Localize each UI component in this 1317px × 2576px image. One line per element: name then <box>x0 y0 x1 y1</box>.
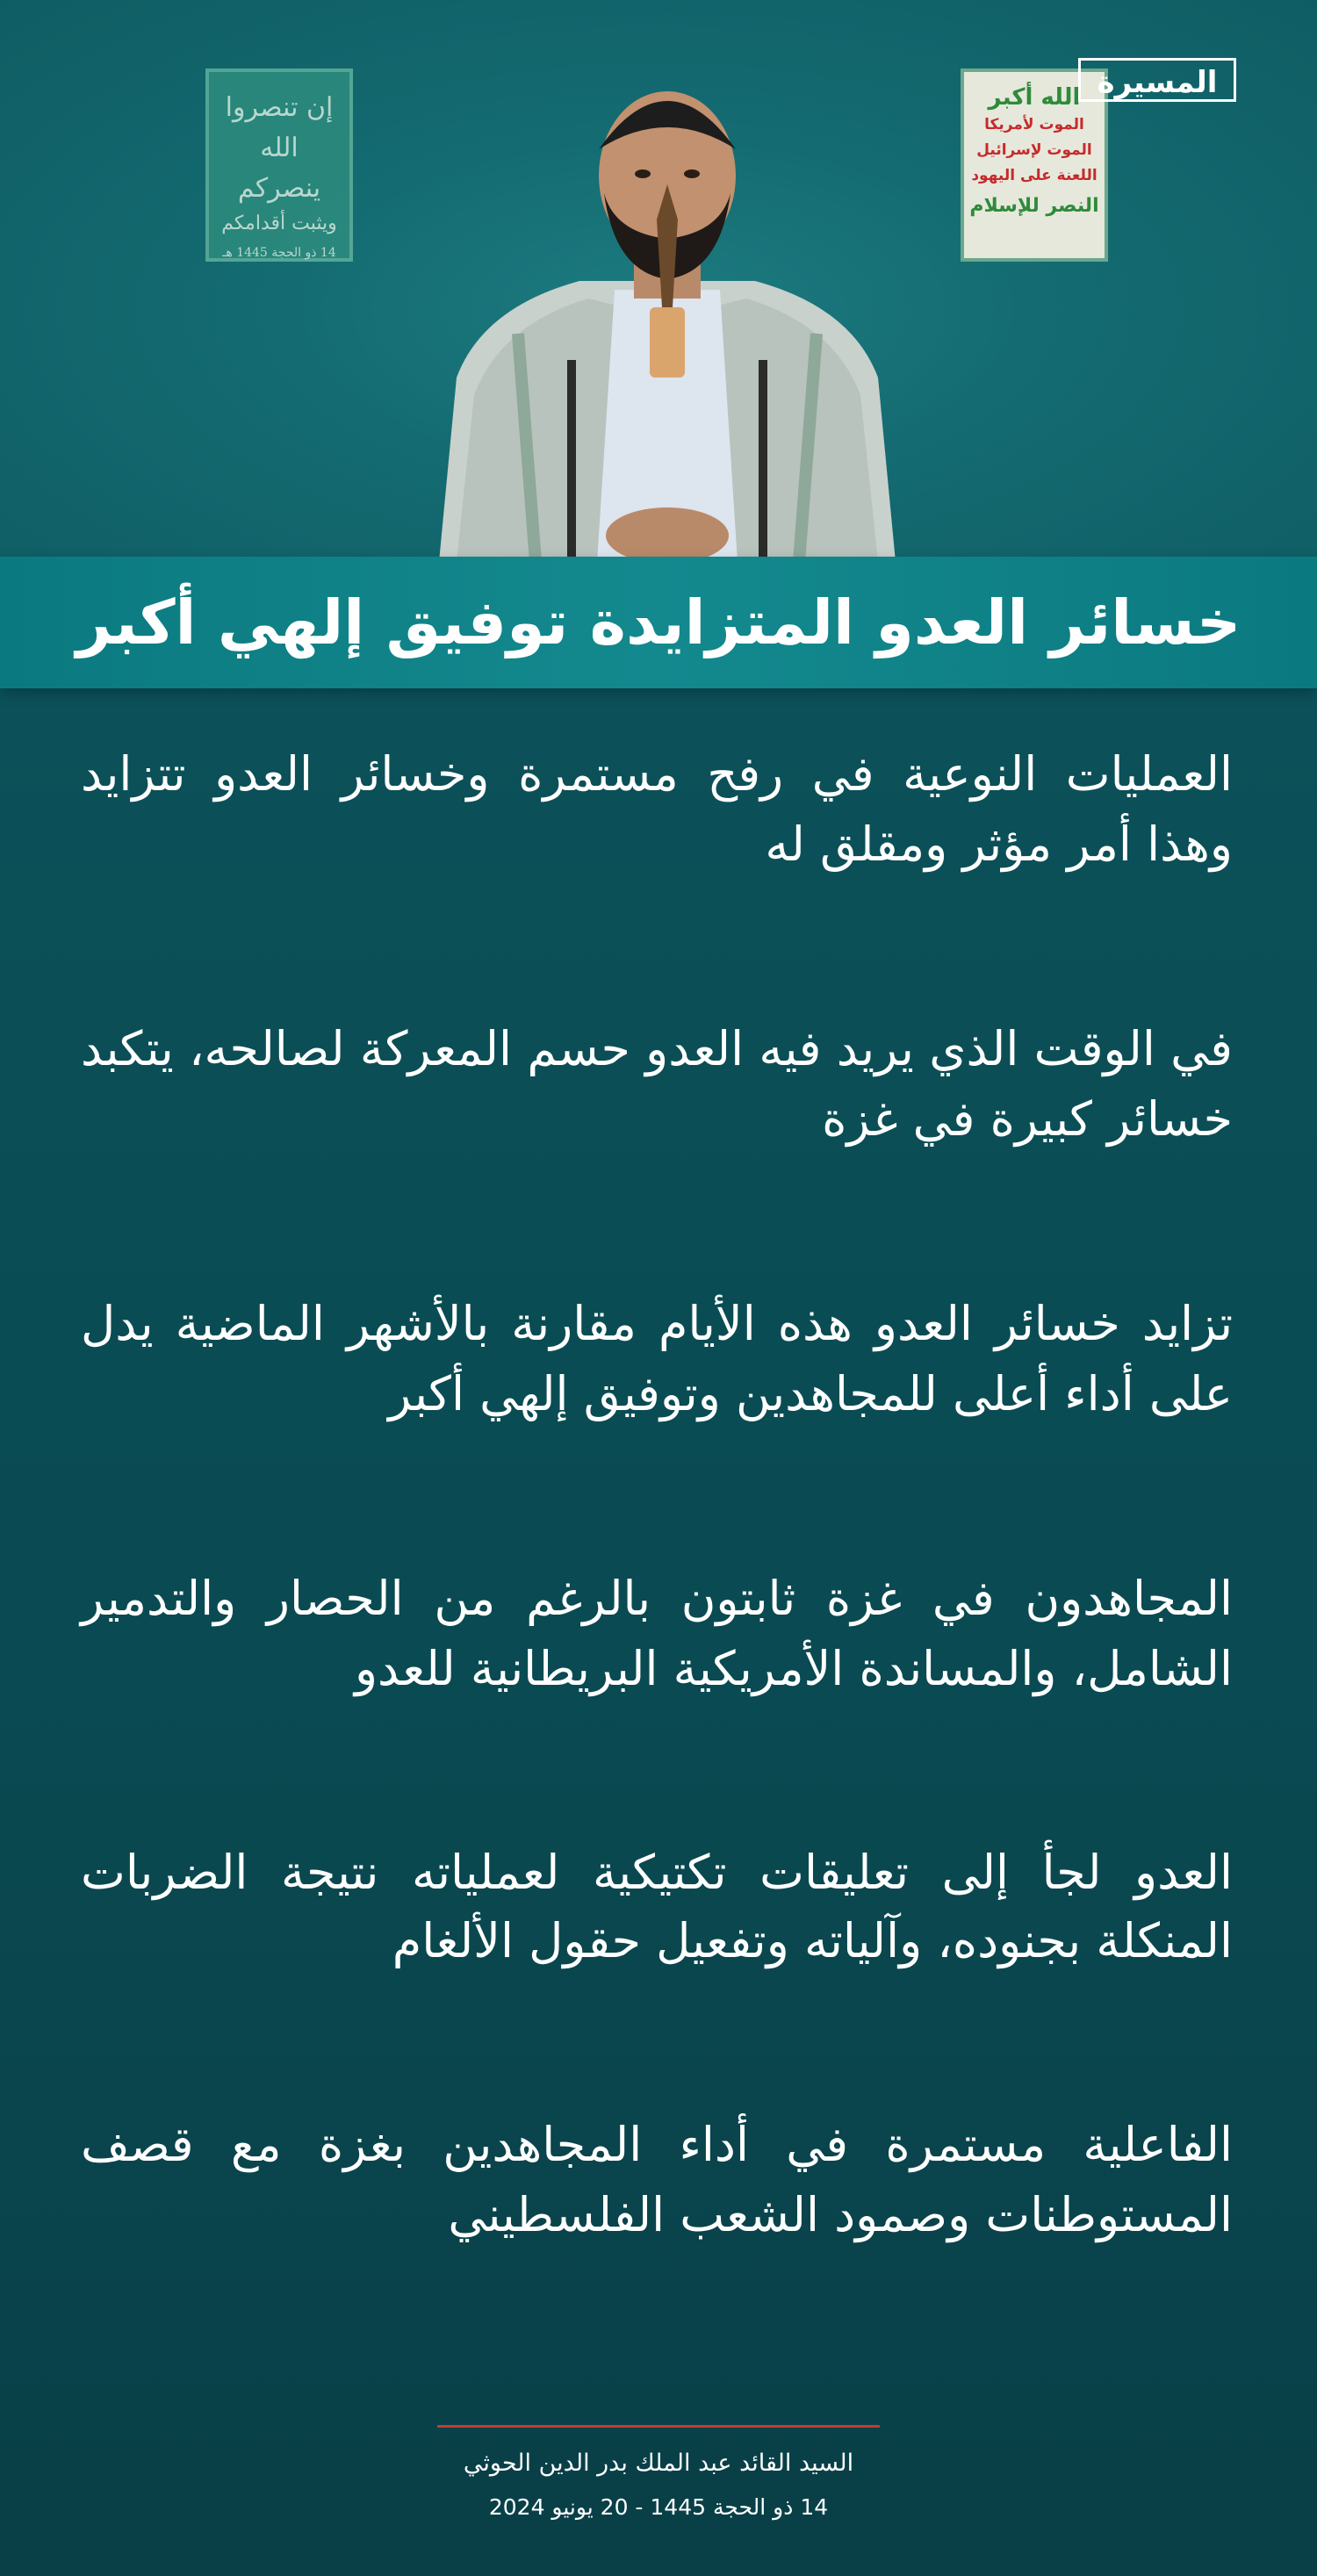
banner-right-line3: الموت لإسرائيل <box>976 141 1092 159</box>
banner-right-line4: اللعنة على اليهود <box>971 167 1098 184</box>
banner-left-line1: إن تنصروا الله <box>225 92 334 163</box>
banner-right-line2: الموت لأمريكا <box>984 116 1084 133</box>
quote-6: الفاعلية مستمرة في أداء المجاهدين بغزة مع قصف المستوطنات وصمود الشعب الفلسطيني <box>81 2117 1233 2242</box>
header-photo <box>0 0 1317 562</box>
banner-right-line5: النصر للإسلام <box>969 195 1099 217</box>
quote-4: المجاهدون في غزة ثابتون بالرغم من الحصار والتدمير الشامل، والمساندة الأمريكية البريطانية للعدو <box>81 1571 1233 1696</box>
speaker-portrait <box>404 44 931 562</box>
quote-1: العمليات النوعية في رفح مستمرة وخسائر العدو تتزايد وهذا أمر مؤثر ومقلق له <box>81 746 1233 872</box>
speech-date: 14 ذو الحجة 1445 - 20 يونيو 2024 <box>488 2494 829 2520</box>
quote-3: تزايد خسائر العدو هذه الأيام مقارنة بالأشهر الماضية يدل على أداء أعلى للمجاهدين وتوفيق إلهي أكبر <box>81 1296 1233 1421</box>
banner-left-line4: 14 ذو الحجة 1445 هـ <box>222 246 336 260</box>
wall-banner-left <box>205 68 353 262</box>
quote-5: العدو لجأ إلى تعليقات تكتيكية لعملياته نتيجة الضربات المنكلة بجنوده، وآلياته وتفعيل حقول الألغام <box>81 1845 1233 1968</box>
banner-left-line2: ينصركم <box>237 173 321 204</box>
channel-logo: المسيرة <box>1078 58 1236 102</box>
title-bar <box>0 557 1317 688</box>
footer-divider <box>437 2425 880 2428</box>
speaker-attribution: السيد القائد عبد الملك بدر الدين الحوثي <box>463 2450 854 2477</box>
quotes-list <box>81 739 1233 2250</box>
banner-right-line1: الله أكبر <box>988 84 1081 111</box>
page-title: خسائر العدو المتزايدة توفيق إلهي أكبر <box>76 586 1241 658</box>
quote-2: في الوقت الذي يريد فيه العدو حسم المعركة لصالحه، يتكبد خسائر كبيرة في غزة <box>81 1021 1233 1147</box>
banner-left-line3: ويثبت أقدامكم <box>221 212 337 234</box>
